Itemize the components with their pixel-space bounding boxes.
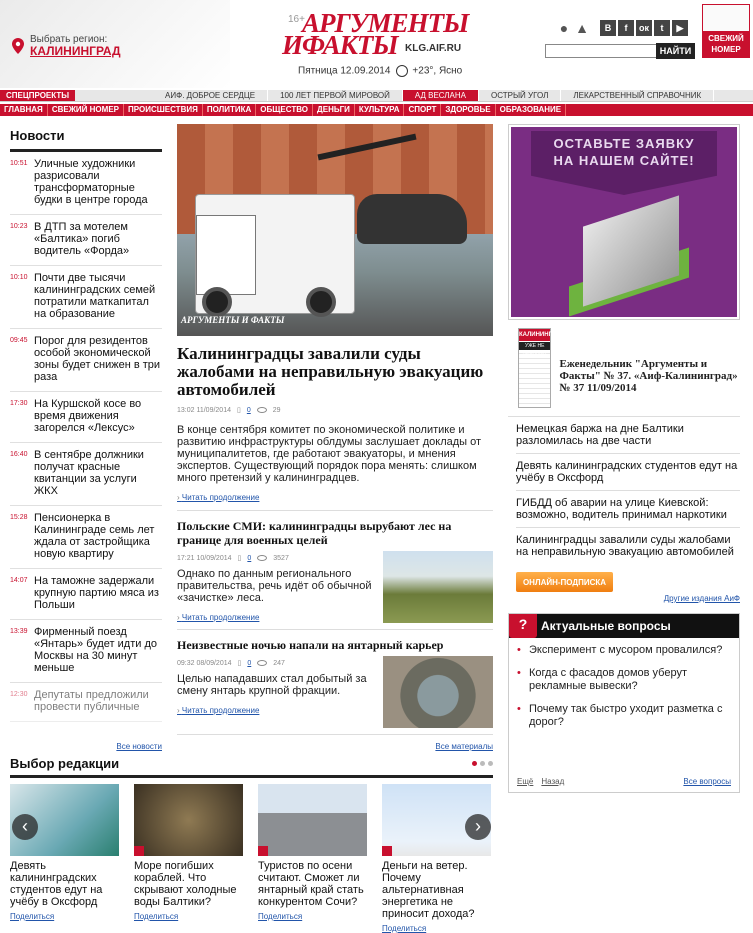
hero-image[interactable] [177, 124, 493, 336]
question-icon: ? [509, 613, 537, 638]
share-link[interactable]: Поделиться [382, 924, 427, 933]
editor-card-image[interactable] [134, 784, 243, 856]
weekly-issue [508, 320, 740, 417]
story-meta [177, 554, 377, 562]
weekly-issue-link[interactable]: Еженедельник "Аргументы и Факты" № 37. «Аиф-Калининград» № 37 11/09/2014 [559, 358, 738, 394]
questions-next[interactable]: Ещё [517, 777, 534, 786]
issue-article[interactable]: Девять калининградских студентов едут на учёбу в Оксфорд [516, 454, 740, 491]
carousel-dot[interactable] [480, 761, 485, 766]
editor-card [382, 784, 491, 933]
facebook-icon[interactable]: f [618, 20, 634, 36]
news-title: Новости [10, 124, 162, 152]
editors-choice-header [10, 756, 493, 778]
issue-articles [508, 417, 740, 564]
nav-item[interactable]: СПОРТ [404, 104, 441, 116]
editor-card-title[interactable]: Девять калининградских студентов едут на учёбу в Оксфорд [10, 860, 103, 908]
story-date: 17:21 10/09/2014 [177, 554, 232, 562]
news-time: 09:45 [10, 337, 28, 344]
current-date: Пятница 12.09.2014 [298, 65, 391, 77]
story-card [177, 630, 493, 735]
news-item[interactable] [10, 215, 162, 266]
news-item[interactable] [10, 329, 162, 392]
question-item[interactable]: • Эксперимент с мусором провалился? [509, 638, 739, 661]
story-card [177, 511, 493, 630]
weather-text: +23°, Ясно [412, 65, 463, 77]
story-comments[interactable]: 0 [247, 554, 252, 562]
news-time: 12:30 [10, 691, 28, 698]
special-project-item[interactable]: АИФ. ДОБРОЕ СЕРДЦЕ [153, 90, 268, 101]
news-item[interactable] [10, 569, 162, 620]
region-selector[interactable]: КАЛИНИНГРАД [30, 44, 121, 58]
carousel-dot[interactable] [472, 761, 477, 766]
news-item[interactable] [10, 152, 162, 215]
news-headline: Почти две тысячи калининградских семей потратили маткапитал на образование [34, 272, 156, 320]
questions-header [509, 614, 739, 638]
story-lead: Однако по данным регионального правительства, речь идёт об обычной «зачистке» леса. [177, 568, 372, 604]
paper-headline: УЖЕ НЕ ВЕЧНЫЙ? [519, 342, 550, 350]
news-headline: Депутаты предложили провести публичные [34, 689, 149, 713]
editor-card-title[interactable]: Деньги на ветер. Почему альтернативная энергетика не приносит дохода? [382, 860, 475, 920]
rubrics-nav [0, 104, 753, 116]
sun-icon [396, 65, 408, 77]
apple-icon[interactable]: ● [556, 20, 572, 36]
issue-article[interactable]: Немецкая баржа на дне Балтики разломилась на две части [516, 417, 740, 454]
questions-box [508, 613, 740, 793]
news-time: 10:10 [10, 274, 28, 281]
nav-item[interactable]: СВЕЖИЙ НОМЕР [48, 104, 124, 116]
nav-item[interactable]: ОБРАЗОВАНИЕ [496, 104, 567, 116]
questions-prev[interactable]: Назад [541, 777, 565, 786]
story-image[interactable] [383, 656, 493, 728]
ad-text: ОСТАВЬТЕ ЗАЯВКУ НА НАШЕМ САЙТЕ! [553, 136, 695, 168]
editor-card [258, 784, 367, 933]
site-logo[interactable] [282, 10, 472, 60]
story-image[interactable] [383, 551, 493, 623]
news-headline: Уличные художники разрисовали трансформаторные будки в центре города [34, 158, 148, 206]
questions-title: Актуальные вопросы [541, 619, 671, 633]
hero-image-truck [195, 194, 355, 314]
news-time: 10:23 [10, 223, 28, 230]
date-weather [298, 65, 462, 77]
all-questions-link[interactable]: Все вопросы [683, 777, 731, 786]
nav-item[interactable]: ДЕНЬГИ [313, 104, 355, 116]
hero-comments[interactable]: 0 [246, 406, 251, 414]
issue-article[interactable]: ГИБДД об аварии на улице Киевской: возможно, водитель принимал наркотики [516, 491, 740, 528]
news-headline: В сентябре должники получат красные квитанции за услуги ЖКХ [34, 449, 144, 497]
read-more-link[interactable]: › Читать продолжение [177, 493, 493, 511]
story-views: 247 [273, 659, 285, 667]
comment-icon: ▯ [237, 660, 242, 667]
story-date: 09:32 08/09/2014 [177, 659, 232, 667]
hero-image-watermark: АРГУМЕНТЫ И ФАКТЫ [181, 315, 285, 325]
all-materials-link[interactable]: Все материалы [435, 742, 493, 751]
news-item[interactable] [10, 392, 162, 443]
carousel-next-button[interactable]: › [465, 814, 491, 840]
carousel-prev-button[interactable]: ‹ [12, 814, 38, 840]
logo-line-2: ИФАКТЫ [282, 30, 398, 60]
location-pin-icon [12, 38, 24, 54]
special-project-item[interactable]: 100 ЛЕТ ПЕРВОЙ МИРОВОЙ [268, 90, 403, 101]
carousel-dots [472, 756, 493, 771]
social-links [556, 20, 688, 36]
questions-footer [517, 777, 731, 786]
news-headline: Порог для резидентов особой экономической зоны будет снижен в три раза [34, 335, 161, 383]
question-item[interactable]: • Почему так быстро уходит разметка с дорог? [509, 697, 739, 733]
news-list [10, 152, 162, 772]
news-item[interactable] [10, 620, 162, 683]
nav-item[interactable]: ОБЩЕСТВО [256, 104, 313, 116]
views-icon [257, 555, 267, 561]
special-projects-bar [0, 90, 753, 102]
special-project-item[interactable]: ЛЕКАРСТВЕННЫЙ СПРАВОЧНИК [561, 90, 714, 101]
news-item[interactable] [10, 506, 162, 569]
fresh-issue-thumbnail[interactable] [702, 4, 750, 58]
nav-item[interactable]: ГЛАВНАЯ [0, 104, 48, 116]
hero-title[interactable]: Калининградцы завалили суды жалобами на неправильную эвакуацию автомобилей [177, 344, 484, 399]
age-rating: 16+ [288, 14, 305, 25]
editor-card [134, 784, 243, 933]
android-icon[interactable]: ▲ [575, 20, 589, 36]
vk-icon[interactable]: В [600, 20, 616, 36]
news-time: 17:30 [10, 400, 28, 407]
comment-icon: ▯ [237, 555, 242, 562]
search-button[interactable]: НАЙТИ [656, 43, 695, 59]
online-subscription-button[interactable]: ОНЛАЙН-ПОДПИСКА [516, 572, 613, 592]
story-meta [177, 659, 377, 667]
news-column [10, 124, 162, 772]
news-time: 14:07 [10, 577, 28, 584]
read-more-link[interactable]: › Читать продолжение [177, 706, 377, 715]
share-link[interactable]: Поделиться [134, 912, 179, 921]
hero-image-car [357, 194, 467, 244]
nav-item[interactable]: ЗДОРОВЬЕ [441, 104, 495, 116]
header [0, 0, 753, 90]
news-headline: В ДТП за мотелем «Балтика» погиб водитель «Форда» [34, 221, 130, 257]
editor-card-title[interactable]: Море погибших кораблей. Что скрывают холодные воды Балтики? [134, 860, 237, 908]
all-news-link[interactable]: Все новости [116, 742, 162, 751]
views-icon [257, 407, 267, 413]
editor-card [10, 784, 119, 933]
question-item[interactable]: • Когда с фасадов домов уберут рекламные вывески? [509, 661, 739, 697]
hero-meta [177, 406, 493, 414]
editor-card-title[interactable]: Туристов по осени считают. Сможет ли янтарный край стать конкурентом Сочи? [258, 860, 364, 908]
right-column [508, 124, 740, 793]
site-domain: KLG.AIF.RU [405, 43, 462, 54]
main-column [177, 124, 493, 751]
news-item[interactable] [10, 266, 162, 329]
story-comments[interactable]: 0 [247, 659, 252, 667]
youtube-icon[interactable]: ▶ [672, 20, 688, 36]
odnoklassniki-icon[interactable]: ок [636, 20, 652, 36]
news-time: 13:39 [10, 628, 28, 635]
share-link[interactable]: Поделиться [258, 912, 303, 921]
news-item[interactable] [10, 443, 162, 506]
story-views: 3527 [273, 554, 289, 562]
news-headline: На Куршской косе во время движения загорелся «Лексус» [34, 398, 142, 434]
comment-icon: ▯ [236, 407, 241, 414]
story-title[interactable]: Польские СМИ: калининградцы вырубают лес на границе для военных целей [177, 519, 452, 547]
paper-thumbnail[interactable] [518, 328, 565, 408]
news-time: 16:40 [10, 451, 28, 458]
hero-date: 13:02 11/09/2014 [177, 406, 231, 414]
news-headline: Фирменный поезд «Янтарь» будет идти до Москвы на 30 минут меньше [34, 626, 157, 674]
story-lead: Целью нападавших стал добытый за смену янтарь крупной фракции. [177, 673, 367, 697]
special-project-item[interactable]: АД ВЕСЛАНА [403, 90, 479, 101]
editors-choice [10, 756, 493, 933]
editors-choice-cards [10, 784, 493, 933]
region-label: Выбрать регион: [30, 34, 108, 45]
paper-masthead: КАЛИНИНГРАД [519, 329, 550, 341]
news-headline: На таможне задержали крупную партию мяса из Польши [34, 575, 159, 611]
ad-building-image [583, 195, 679, 306]
carousel-dot[interactable] [488, 761, 493, 766]
issue-article[interactable]: Калининградцы завалили суды жалобами на неправильную эвакуацию автомобилей [516, 534, 734, 558]
news-headline: Пенсионерка в Калининграде семь лет ждала от застройщика новую квартиру [34, 512, 155, 560]
news-time: 10:51 [10, 160, 28, 167]
logo-line-1: АРГУМЕНТЫ [302, 8, 469, 38]
news-time: 15:28 [10, 514, 28, 521]
story-title[interactable]: Неизвестные ночью напали на янтарный карьер [177, 638, 444, 652]
fresh-issue-label: СВЕЖИЙ НОМЕР [703, 31, 749, 57]
read-more-link[interactable]: › Читать продолжение [177, 613, 377, 622]
twitter-icon[interactable]: t [654, 20, 670, 36]
views-icon [257, 660, 267, 666]
editor-card-image[interactable] [258, 784, 367, 856]
special-projects-title: СПЕЦПРОЕКТЫ [0, 90, 75, 101]
share-link[interactable]: Поделиться [10, 912, 55, 921]
other-editions-link[interactable]: Другие издания АиФ [663, 594, 740, 603]
news-item[interactable] [10, 683, 162, 722]
nav-item[interactable]: КУЛЬТУРА [355, 104, 405, 116]
hero-views: 29 [272, 406, 281, 414]
nav-item[interactable]: ПРОИСШЕСТВИЯ [124, 104, 203, 116]
ad-banner[interactable] [508, 124, 740, 320]
editors-choice-title: Выбор редакции [10, 756, 120, 771]
hero-lead: В конце сентября комитет по экономической политике и развитию инфраструктуры облдумы заслушает доклады от муниципалитетов, где работают эвакуаторы, и мнения экспертов. Существующий порядок пора менять: слишком много претензий у калининградцев. [177, 424, 482, 484]
special-project-item[interactable]: ОСТРЫЙ УГОЛ [479, 90, 561, 101]
nav-item[interactable]: ПОЛИТИКА [203, 104, 256, 116]
